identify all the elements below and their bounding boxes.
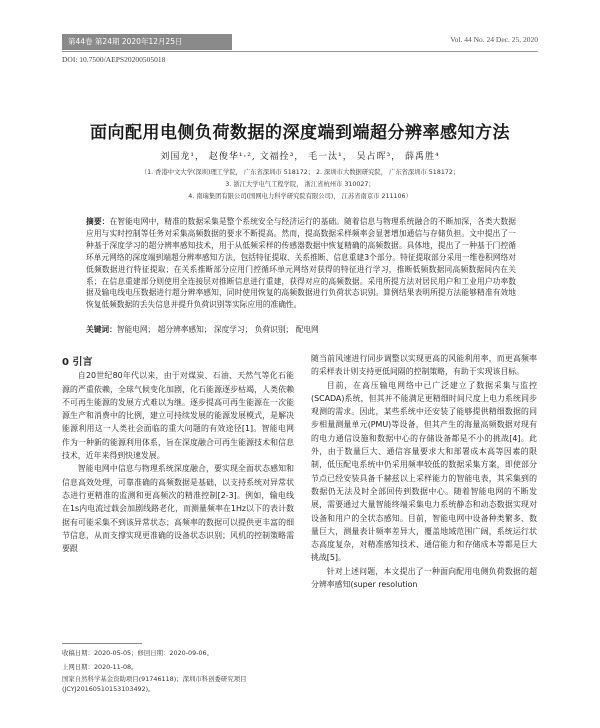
left-column bbox=[62, 356, 294, 555]
footnote-funding: 国家自然科学基金资助项目(91746118)；深圳市科创委研究项目(JCYJ20160510153103492)。 bbox=[62, 675, 247, 693]
header-divider bbox=[62, 51, 538, 52]
affiliation-3: 4. 南瑞集团有限公司(国网电力科学研究院有限公司)， 江苏省南京市 211106） bbox=[188, 193, 412, 200]
paragraph: 智能电网中信息与物理系统深度融合，要实现全面状态感知和信息高效处理，可靠准确的高频数据是基础，以支持系统对异常状态进行更精准的监测和更高频次的精准控制[2-3]。例如，输电线在1s内电流过载会加剧线路老化，而测量频率在1Hz以下的表计数据有可能采集不到该异常状态；高频率的数据可以提供更丰富的细节信息，从而支撑实现更准确的设备状态识别；风机的控制策略需要跟 bbox=[62, 464, 294, 554]
keywords-text: 智能电网； 超分辨率感知； 深度学习； 负荷识别； 配电网 bbox=[116, 325, 319, 334]
abstract-label: 摘要： bbox=[86, 217, 110, 226]
abstract-text: 在智能电网中，精准的数据采集是整个系统安全与经济运行的基础。随着信息与物理系统融合的不断加深，各类大数据应用与实时控制等任务对采集高频数据的要求不断提高。然而，提高数据采样频率会显著增加通信与存储负担。文中提出了一种基于深度学习的超分辨率感知技术，用于从低频采样的传感器数据中恢复精确的高频数据。具体地，提出了一种基于门控循环单元网络的深度端到端超分辨率感知方法，包括特征提取、关系推断、信息重建3个部分。特征提取部分采用一维卷积网络对低频数据进行特征提取；在关系推断部分应用门控循环单元网络对获得的特征进行学习，推断低频数据同高频数据间内在关系；在信息重建部分则使用全连接层对推断信息进行重建，获得对应的高频数据。采用所提方法对居民用户和工业用户功率数据及输电线电压数据进行超分辨率感知，同时使用恢复的高频数据进行负荷状态识别。算例结果表明所提方法能够精准有效地恢复低频数据的丢失信息并提升负荷识别等实际应用的准确性。 bbox=[86, 217, 516, 310]
paragraph: 自20世纪80年代以来，由于对煤炭、石油、天然气等化石能源的严重依赖，全球气候变化加剧，化石能源逐步枯竭，人类依赖不可再生能源的发展方式难以为继。逐步提高可再生能源在一次能源生产和消费中的比例，建立可持续发展的能源发展模式，是解决能源利用这一人类社会面临的重大问题的有效途径[1]。智能电网作为一种新的能源利用体系，旨在深度融合可再生能源技术和信息技术，近年来得到快速发展。 bbox=[62, 371, 294, 461]
footnote-online: 上网日期：2020-11-08。 bbox=[62, 663, 138, 671]
abstract bbox=[86, 216, 516, 311]
doi: DOI: 10.7500/AEPS20200505018 bbox=[62, 55, 166, 64]
paragraph: 随当前风速进行同步调整以实现更高的风能利用率，而更高频率的采样表计则支持更低间隔的控制策略，有助于实现该目标。 bbox=[311, 354, 537, 377]
journal-issue-info: Vol. 44 No. 24 Dec. 25, 2020 bbox=[450, 35, 538, 44]
keywords bbox=[86, 324, 516, 335]
authors: 刘国龙¹， 赵俊华¹·², 文福拴³， 毛一汰¹， 吴占晖³， 薛禹胜⁴ bbox=[160, 152, 440, 162]
section-heading: 0 引言 bbox=[62, 357, 93, 368]
paragraph: 针对上述问题，本文提出了一种面向配用电侧负荷数据的超分辨率感知(super resolution bbox=[311, 566, 537, 590]
volume-info: 第44卷 第24期 2020年12月25日 bbox=[62, 34, 232, 50]
right-column bbox=[311, 352, 537, 591]
paper-title: 面向配用电侧负荷数据的深度端到端超分辨率感知方法 bbox=[90, 123, 510, 143]
affiliation-1: （1. 香港中文大学(深圳)理工学院， 广东省深圳市 518172； 2. 深圳市大数据研究院， 广东省深圳市 518172； bbox=[140, 169, 460, 176]
affiliation-2: 3. 浙江大学电气工程学院， 浙江省杭州市 310027； bbox=[225, 181, 375, 188]
footnote-received: 收稿日期：2020-05-05；修回日期：2020-09-06。 bbox=[62, 649, 213, 657]
footnote-divider bbox=[62, 643, 142, 644]
keywords-label: 关键词： bbox=[86, 325, 117, 334]
page-header bbox=[62, 34, 538, 54]
paragraph: 目前，在高压输电网络中已广泛建立了数据采集与监控(SCADA)系统，但其并不能满足更精细时间尺度上电力系统同步观测的需求。因此，某些系统中还安装了能够提供精细数据的同步相量测量单元(PMU)等设备，但其产生的海量高频数据对现有的电力通信设施和数据中心的存储设备都是不小的挑战[4]。此外，由于数量巨大、通信容量要求大和部署成本高等因素的限制，低压配电系统中仍采用频率较低的数据采集方案，即使部分节点已经安装具备千赫兹以上采样能力的智能电表，其采集到的数据仍无法及时全部回传到数据中心。随着智能电网的不断发展，需要通过大量智能终端采集电力系统静态和动态数据实现对设备和用户的全状态感知。目前，智能电网中设备种类繁多、数量巨大，测量表计频率差异大，覆盖地域范围广阔，系统运行状态高度复杂，对精准感知技术、通信能力和存储成本等都是巨大挑战[5]。 bbox=[311, 380, 537, 563]
